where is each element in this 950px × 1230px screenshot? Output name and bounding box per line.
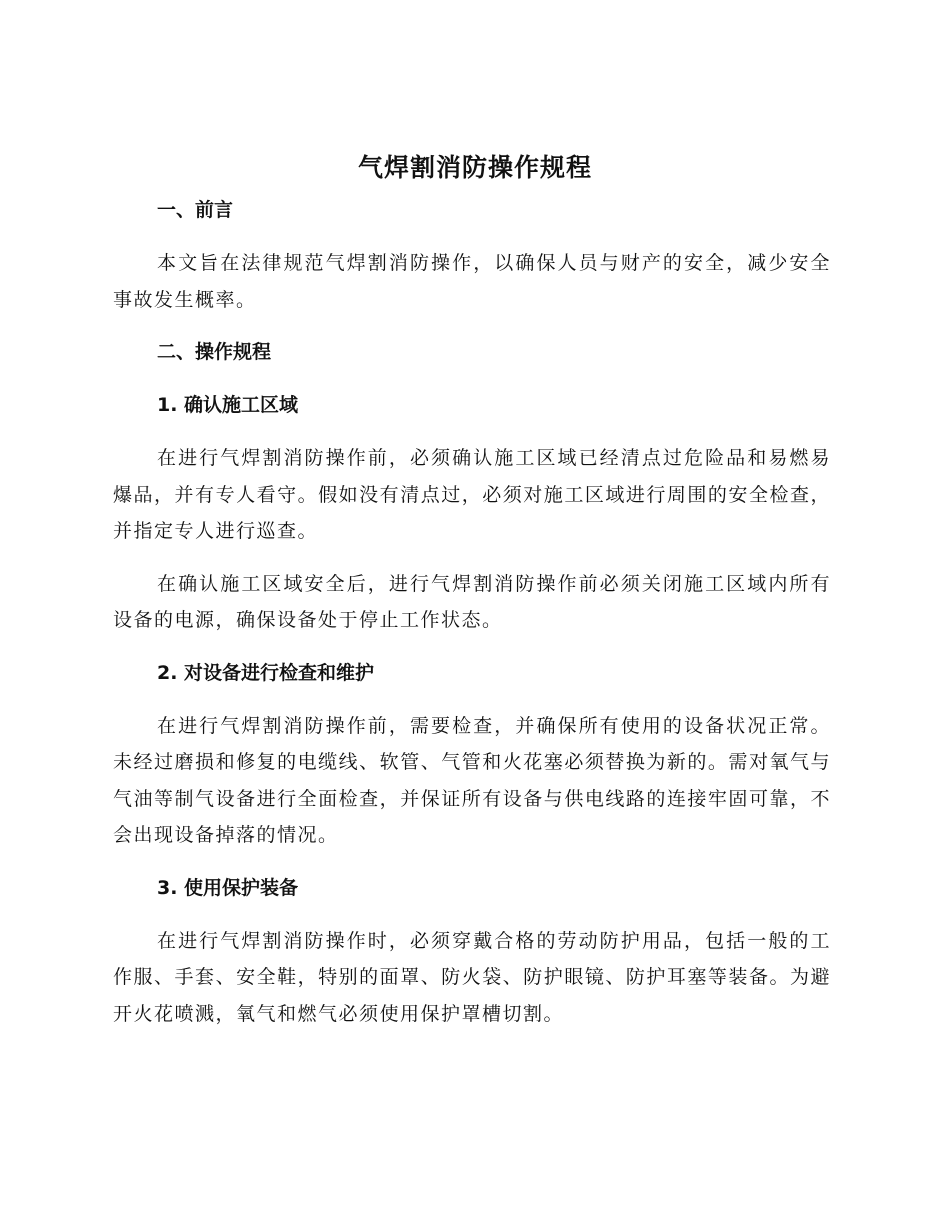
document-body — [113, 192, 831, 1032]
document-title: 气焊割消防操作规程 — [357, 153, 592, 182]
section-heading-procedures: 二、操作规程 — [157, 341, 272, 363]
step-2-paragraph-1: 在进行气焊割消防操作前，需要检查，并确保所有使用的设备状况正常。未经过磨损和修复的电缆线、软管、气管和火花塞必须替换为新的。需对氧气与气油等制气设备进行全面检查，并保证所有设备与供电线路的连接牢固可靠，不会出现设备掉落的情况。 — [113, 714, 831, 846]
step-1-paragraph-2: 在确认施工区域安全后，进行气焊割消防操作前必须关闭施工区域内所有设备的电源，确保设备处于停止工作状态。 — [113, 572, 831, 631]
step-heading-3: 3. 使用保护装备 — [157, 876, 299, 899]
paragraph-preface: 本文旨在法律规范气焊割消防操作，以确保人员与财产的安全，减少安全事故发生概率。 — [113, 252, 831, 311]
step-heading-1: 1. 确认施工区域 — [157, 394, 299, 416]
step-1-paragraph-1: 在进行气焊割消防操作前，必须确认施工区域已经清点过危险品和易燃易爆品，并有专人看守。假如没有清点过，必须对施工区域进行周围的安全检查，并指定专人进行巡查。 — [113, 447, 831, 542]
step-3-paragraph-1: 在进行气焊割消防操作时，必须穿戴合格的劳动防护用品，包括一般的工作服、手套、安全鞋，特别的面罩、防火袋、防护眼镜、防护耳塞等装备。为避开火花喷溅，氧气和燃气必须使用保护罩槽切割。 — [113, 929, 831, 1025]
section-heading-preface: 一、前言 — [157, 199, 234, 221]
step-heading-2: 2. 对设备进行检查和维护 — [157, 661, 375, 684]
